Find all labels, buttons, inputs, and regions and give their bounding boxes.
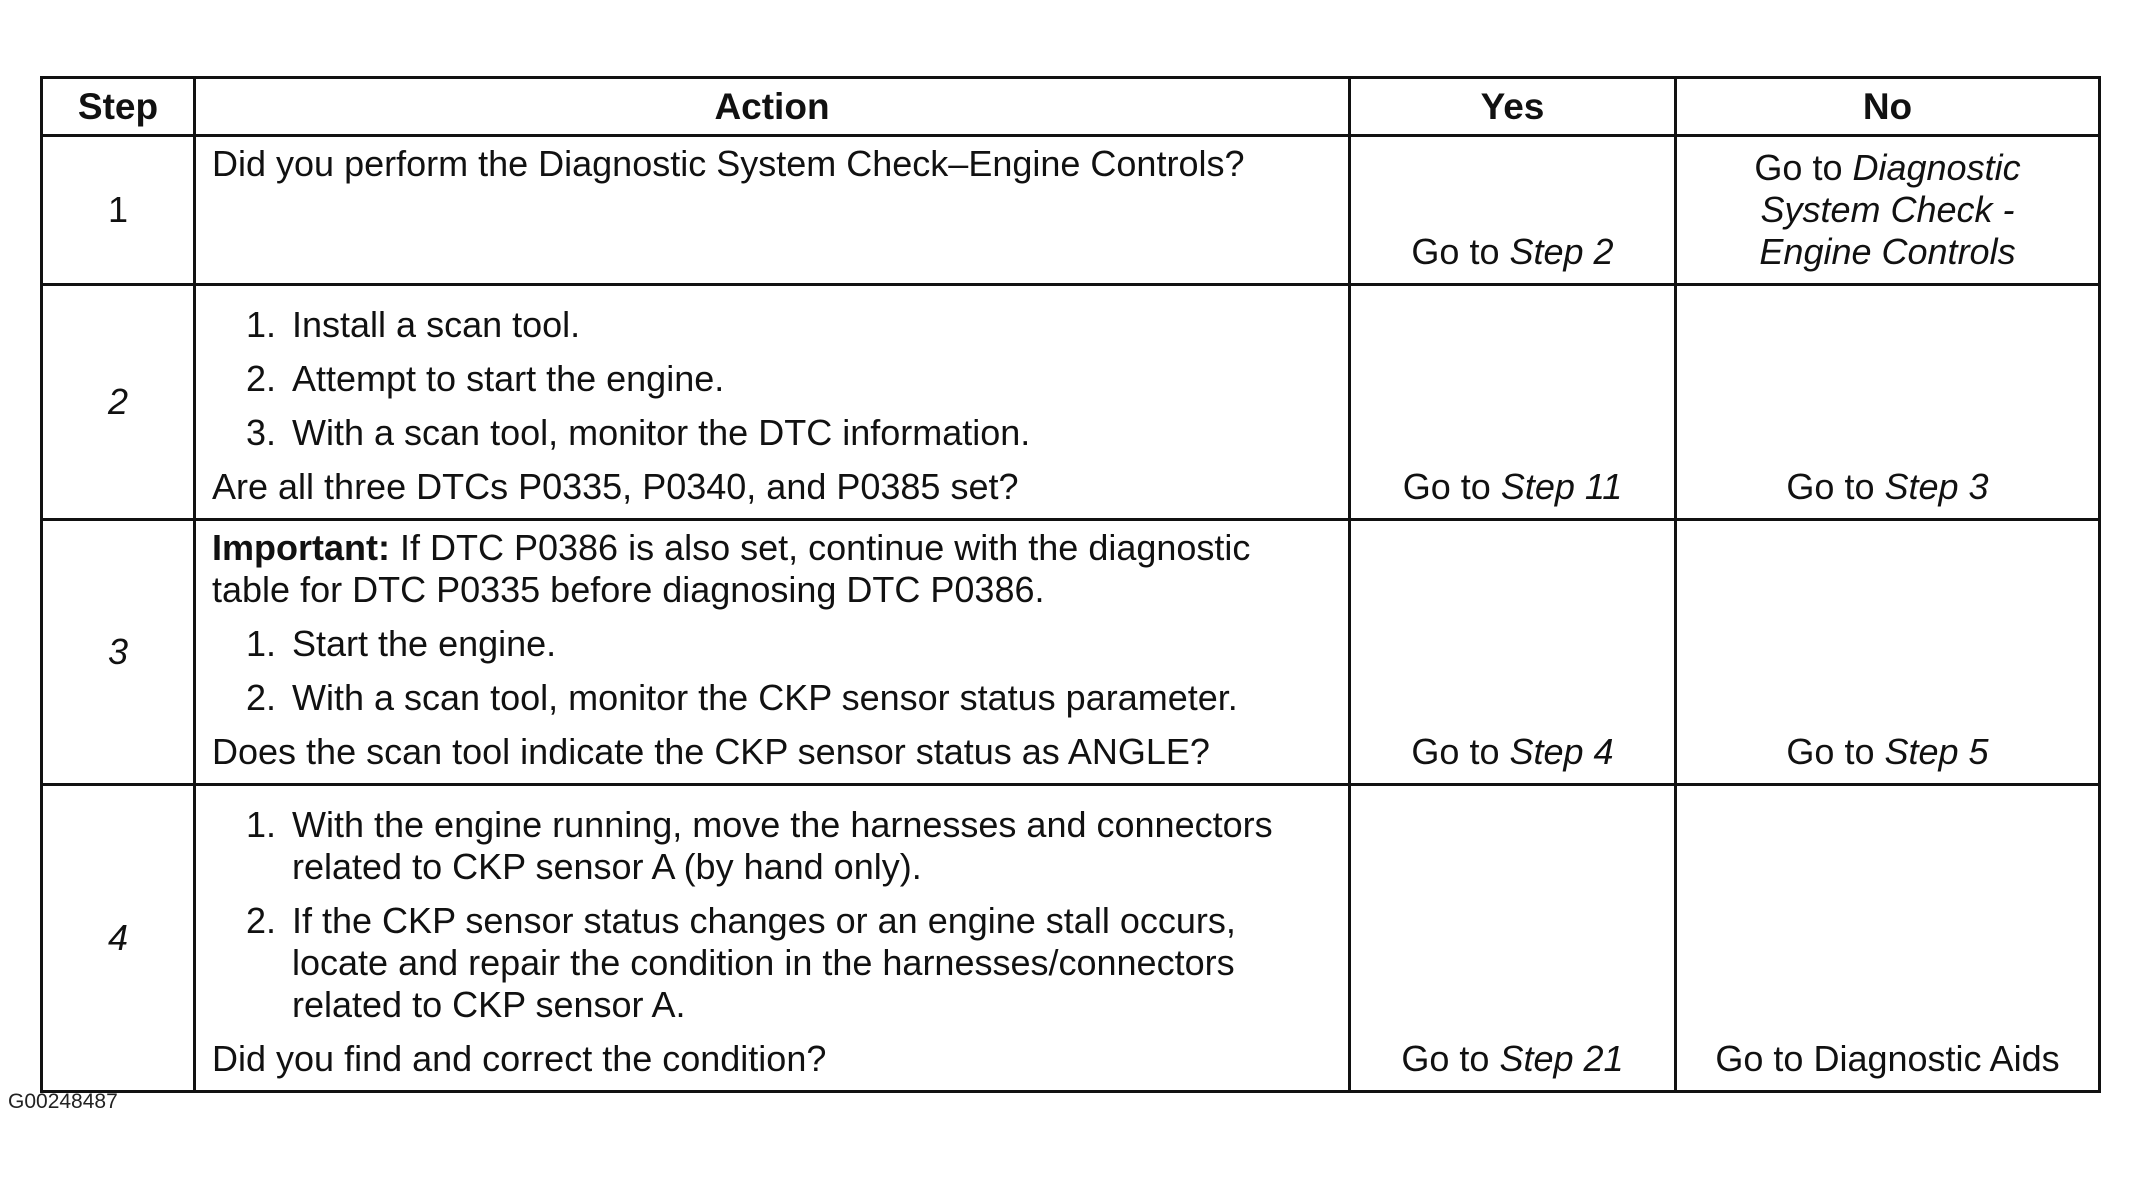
list-item bbox=[212, 677, 1332, 719]
yes-target: Step 11 bbox=[1500, 466, 1623, 507]
header-yes: Yes bbox=[1350, 78, 1676, 136]
no-prefix: Go to bbox=[1754, 147, 1853, 188]
table-header-row bbox=[42, 78, 2100, 136]
action-list bbox=[212, 804, 1332, 1026]
step-number: 1 bbox=[42, 136, 195, 285]
table-row bbox=[42, 520, 2100, 785]
yes-target: Step 21 bbox=[1499, 1038, 1624, 1079]
yes-prefix: Go to bbox=[1402, 466, 1501, 507]
list-item-number: 3. bbox=[245, 412, 276, 453]
yes-cell bbox=[1350, 785, 1676, 1092]
no-target-line1: Diagnostic bbox=[1852, 147, 2021, 188]
yes-prefix: Go to bbox=[1401, 1038, 1500, 1079]
table-row bbox=[42, 785, 2100, 1092]
action-question: Did you find and correct the condition? bbox=[212, 1038, 827, 1079]
no-target: Step 5 bbox=[1884, 731, 1989, 772]
list-item-text: If the CKP sensor status changes or an engine stall occurs, locate and repair the condition in the harnesses/connectors related to CKP sensor A. bbox=[292, 900, 1236, 1025]
action-cell bbox=[195, 285, 1350, 520]
important-note bbox=[212, 527, 1332, 611]
list-item-number: 2. bbox=[245, 358, 276, 399]
no-prefix: Go to bbox=[1786, 466, 1885, 507]
no-cell bbox=[1676, 136, 2100, 285]
yes-cell bbox=[1350, 136, 1676, 285]
yes-prefix: Go to bbox=[1411, 731, 1510, 772]
table-row bbox=[42, 285, 2100, 520]
important-label: Important: bbox=[212, 527, 390, 568]
list-item-text: With a scan tool, monitor the CKP sensor status parameter. bbox=[292, 677, 1238, 718]
list-item-text: Install a scan tool. bbox=[292, 304, 581, 345]
yes-prefix: Go to bbox=[1411, 231, 1510, 272]
no-prefix: Go to bbox=[1786, 731, 1885, 772]
step-number: 3 bbox=[42, 520, 195, 785]
yes-cell bbox=[1350, 520, 1676, 785]
list-item-number: 1. bbox=[245, 804, 276, 845]
header-no: No bbox=[1676, 78, 2100, 136]
list-item-text: With a scan tool, monitor the DTC information. bbox=[292, 412, 1031, 453]
list-item-number: 2. bbox=[245, 900, 276, 941]
diagnostic-table bbox=[40, 76, 2101, 1093]
list-item-text: Attempt to start the engine. bbox=[292, 358, 725, 399]
action-list bbox=[212, 304, 1332, 454]
list-item bbox=[212, 623, 1332, 665]
no-target-line3: Engine Controls bbox=[1759, 231, 2016, 272]
header-action: Action bbox=[195, 78, 1350, 136]
list-item bbox=[212, 412, 1332, 454]
yes-target: Step 2 bbox=[1509, 231, 1614, 272]
important-text: If DTC P0386 is also set, continue with the diagnostic table for DTC P0335 before diagnosing DTC P0386. bbox=[212, 527, 1251, 610]
table-row bbox=[42, 136, 2100, 285]
no-cell bbox=[1676, 285, 2100, 520]
list-item-number: 2. bbox=[245, 677, 276, 718]
action-cell bbox=[195, 520, 1350, 785]
no-text: Go to Diagnostic Aids bbox=[1715, 1038, 2060, 1079]
action-list bbox=[212, 623, 1332, 719]
list-item bbox=[212, 358, 1332, 400]
list-item bbox=[212, 804, 1332, 888]
header-step: Step bbox=[42, 78, 195, 136]
action-question: Does the scan tool indicate the CKP sensor status as ANGLE? bbox=[212, 731, 1210, 772]
yes-target: Step 4 bbox=[1509, 731, 1614, 772]
no-cell bbox=[1676, 785, 2100, 1092]
step-number: 4 bbox=[42, 785, 195, 1092]
no-target: Step 3 bbox=[1884, 466, 1989, 507]
list-item bbox=[212, 900, 1332, 1026]
figure-id: G00248487 bbox=[8, 1090, 118, 1113]
list-item-number: 1. bbox=[245, 304, 276, 345]
action-question: Are all three DTCs P0335, P0340, and P0385 set? bbox=[212, 466, 1019, 507]
list-item-text: With the engine running, move the harnesses and connectors related to CKP sensor A (by hand only). bbox=[292, 804, 1273, 887]
action-cell bbox=[195, 785, 1350, 1092]
action-cell bbox=[195, 136, 1350, 285]
no-cell bbox=[1676, 520, 2100, 785]
list-item bbox=[212, 304, 1332, 346]
action-question: Did you perform the Diagnostic System Check–Engine Controls? bbox=[212, 143, 1245, 184]
yes-cell bbox=[1350, 285, 1676, 520]
list-item-number: 1. bbox=[245, 623, 276, 664]
step-number: 2 bbox=[42, 285, 195, 520]
no-target-line2: System Check - bbox=[1760, 189, 2015, 230]
list-item-text: Start the engine. bbox=[292, 623, 557, 664]
